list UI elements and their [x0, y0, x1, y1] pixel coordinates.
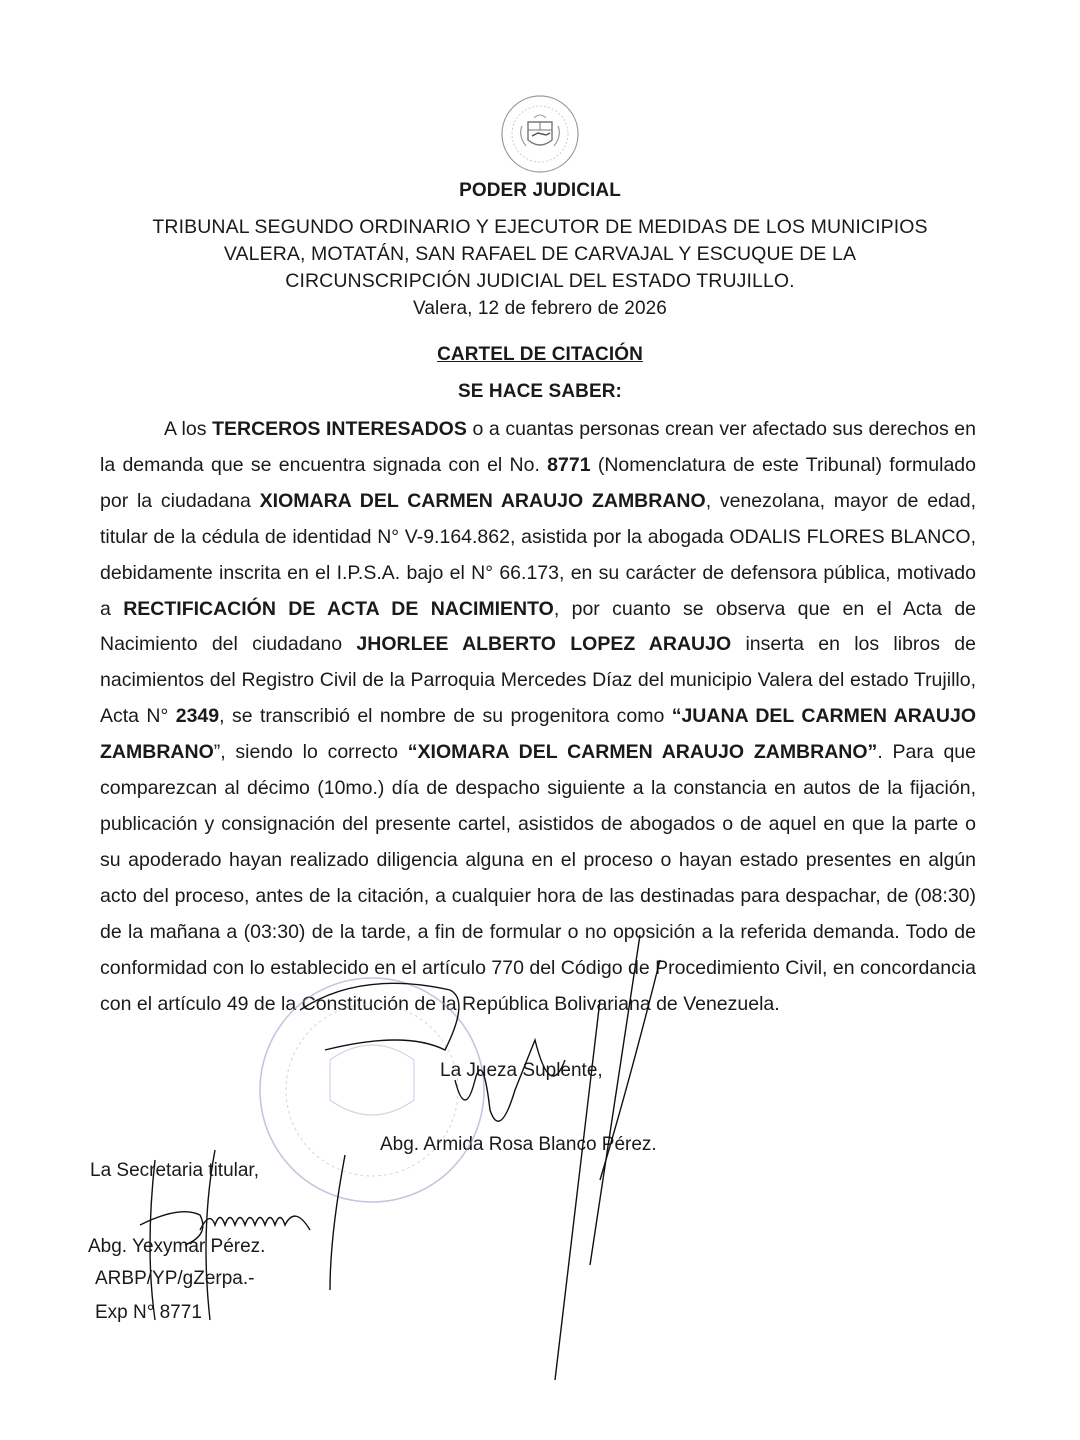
document-date: Valera, 12 de febrero de 2026: [413, 298, 667, 319]
secretary-name: Abg. Yexymar Pérez.: [88, 1236, 266, 1257]
correct-name: “XIOMARA DEL CARMEN ARAUJO ZAMBRANO”: [407, 741, 878, 764]
interested-parties: TERCEROS INTERESADOS: [212, 418, 467, 440]
body-text: inserta en los libros de nacimientos del Registro Civil de la Parroquia Mercedes Díaz del municipio Valera del estado Trujillo, Acta N°: [100, 633, 976, 728]
body-text: A los: [164, 418, 213, 440]
expediente-number: Exp N° 8771: [95, 1302, 202, 1323]
body-text: , venezolana, mayor de edad, titular de la cédula de identidad N° V-9.164.862, asistida por la abogada ODALIS FLORES BLANCO, debidamente inscrita en el I.P.S.A. bajo el N° 66.173, en su carácter de defensora pública, motivado a: [100, 489, 977, 620]
plaintiff-name: XIOMARA DEL CARMEN ARAUJO ZAMBRANO: [259, 489, 706, 512]
body-text: , se transcribió el nombre de su progenitora como: [219, 705, 672, 728]
incorrect-name: “JUANA DEL CARMEN ARAUJO ZAMBRANO: [100, 705, 976, 764]
judge-name: Abg. Armida Rosa Blanco Pérez.: [380, 1134, 657, 1155]
tribunal-line-1: TRIBUNAL SEGUNDO ORDINARIO Y EJECUTOR DE MEDIDAS DE LOS MUNICIPIOS: [152, 216, 928, 238]
body-text: (Nomenclatura de este Tribunal) formulado por la ciudadana: [100, 453, 976, 512]
coat-of-arms-seal-icon: [494, 92, 586, 176]
reference-initials: ARBP/YP/gZerpa.-: [95, 1268, 255, 1289]
case-number: 8771: [547, 453, 591, 476]
document-subtitle: SE HACE SABER:: [458, 381, 622, 402]
tribunal-line-3: CIRCUNSCRIPCIÓN JUDICIAL DEL ESTADO TRUJILLO.: [285, 270, 795, 292]
citation-body: [100, 412, 976, 1022]
tribunal-line-2: VALERA, MOTATÁN, SAN RAFAEL DE CARVAJAL Y ESCUQUE DE LA: [223, 243, 857, 265]
secretary-title: La Secretaria titular,: [90, 1160, 259, 1181]
body-text: . Para que comparezcan al décimo (10mo.) día de despacho siguiente a la constancia en autos de la fijación, publicación y consignación del presente cartel, asistidos de abogados o de aquel en que la parte o su apoderado hayan realizado diligencia alguna en el proceso o hayan estado presentes en algún acto del proceso, antes de la citación, a cualquier hora de las destinadas para despachar, de (08:30) de la mañana a (03:30) de la tarde, a fin de formular o no oposición a la referida demanda. Todo de conformidad con lo establecido en el artículo 770 del Código de Procedimiento Civil, en concordancia con el artículo 49 de la Constitución de la República Bolivariana de Venezuela.: [100, 741, 976, 1015]
claim-type: RECTIFICACIÓN DE ACTA DE NACIMIENTO: [123, 597, 554, 620]
document-title: CARTEL DE CITACIÓN: [437, 344, 643, 365]
judge-title: La Jueza Suplente,: [440, 1060, 603, 1081]
body-text: ”, siendo lo correcto: [213, 741, 408, 764]
acta-number: 2349: [175, 705, 220, 728]
citizen-name: JHORLEE ALBERTO LOPEZ ARAUJO: [356, 633, 732, 656]
institution-heading: PODER JUDICIAL: [459, 180, 621, 201]
body-text: o a cuantas personas crean ver afectado sus derechos en la demanda que se encuentra signada con el No.: [100, 418, 976, 476]
body-text: , por cuanto se observa que en el Acta de Nacimiento del ciudadano: [100, 597, 977, 656]
